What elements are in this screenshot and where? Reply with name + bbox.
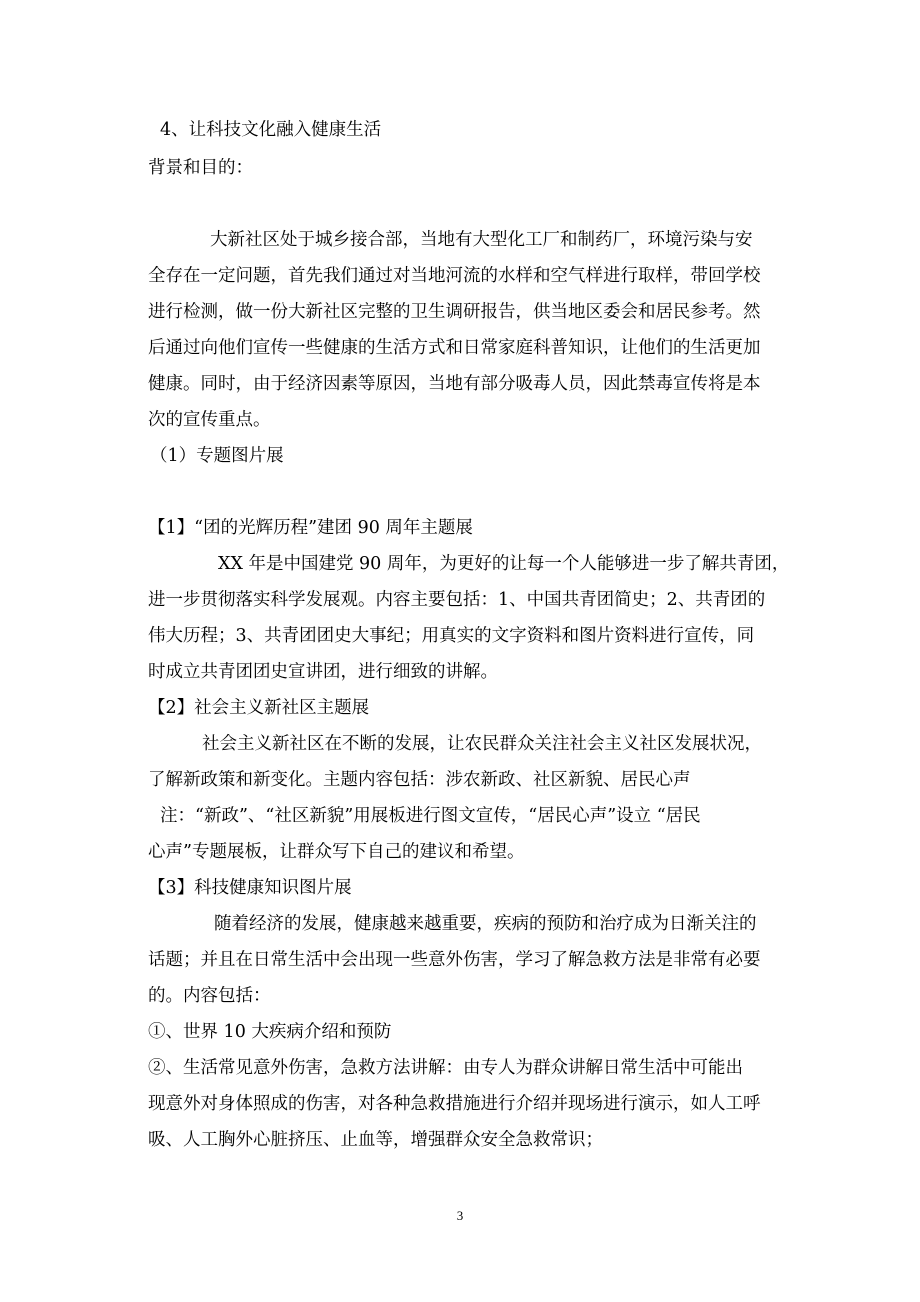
- paragraph-line: 大新社区处于城乡接合部，当地有大型化工厂和制药厂，环境污染与安: [210, 230, 753, 250]
- page-number: 3: [456, 1208, 464, 1223]
- paragraph-line: 后通过向他们宣传一些健康的生活方式和日常家庭科普知识，让他们的生活更加: [148, 338, 761, 358]
- list-item: ②、生活常见意外伤害，急救方法讲解：由专人为群众讲解日常生活中可能出: [148, 1058, 743, 1078]
- paragraph-line: 进一步贯彻落实科学发展观。内容主要包括：1、中国共青团简史；2、共青团的: [148, 590, 766, 610]
- paragraph-line: 伟大历程；3、共青团团史大事纪；用真实的文字资料和图片资料进行宣传，同: [148, 626, 755, 646]
- paragraph-line: 社会主义新社区在不断的发展，让农民群众关注社会主义社区发展状况，: [202, 734, 762, 754]
- section-heading: 4、让科技文化融入健康生活: [160, 120, 382, 140]
- paragraph-line: 全存在一定问题，首先我们通过对当地河流的水样和空气样进行取样，带回学校: [148, 266, 761, 286]
- paragraph-line: 次的宣传重点。: [148, 410, 271, 430]
- list-item: ①、世界 10 大疾病介绍和预防: [148, 1022, 392, 1042]
- background-label: 背景和目的：: [148, 158, 253, 178]
- exhibit-title: 【2】社会主义新社区主题展: [148, 698, 370, 718]
- paragraph-line: 健康。同时，由于经济因素等原因，当地有部分吸毒人员，因此禁毒宣传将是本: [148, 374, 761, 394]
- exhibit-title: 【1】“团的光辉历程”建团 90 周年主题展: [148, 518, 473, 538]
- paragraph-line: 随着经济的发展，健康越来越重要，疾病的预防和治疗成为日渐关注的: [214, 914, 757, 934]
- paragraph-line: 心声”专题展板，让群众写下自己的建议和希望。: [148, 842, 525, 862]
- paragraph-line: 了解新政策和新变化。主题内容包括：涉农新政、社区新貌、居民心声: [148, 770, 691, 790]
- paragraph-line: 的。内容包括：: [148, 986, 271, 1006]
- exhibit-title: 【3】科技健康知识图片展: [148, 878, 352, 898]
- paragraph-line: 话题；并且在日常生活中会出现一些意外伤害，学习了解急救方法是非常有必要: [148, 950, 761, 970]
- paragraph-line: XX 年是中国建党 90 周年，为更好的让每一个人能够进一步了解共青团，: [218, 554, 790, 574]
- paragraph-line: 吸、人工胸外心脏挤压、止血等，增强群众安全急救常识；: [148, 1130, 603, 1150]
- subsection-title: （1）专题图片展: [150, 446, 284, 466]
- paragraph-line: 注：“新政”、“社区新貌”用展板进行图文宣传，“居民心声”设立 “居民: [160, 806, 701, 826]
- paragraph-line: 现意外对身体照成的伤害，对各种急救措施进行介绍并现场进行演示，如人工呼: [148, 1094, 761, 1114]
- paragraph-line: 进行检测，做一份大新社区完整的卫生调研报告，供当地区委会和居民参考。然: [148, 302, 761, 322]
- paragraph-line: 时成立共青团团史宣讲团，进行细致的讲解。: [148, 662, 498, 682]
